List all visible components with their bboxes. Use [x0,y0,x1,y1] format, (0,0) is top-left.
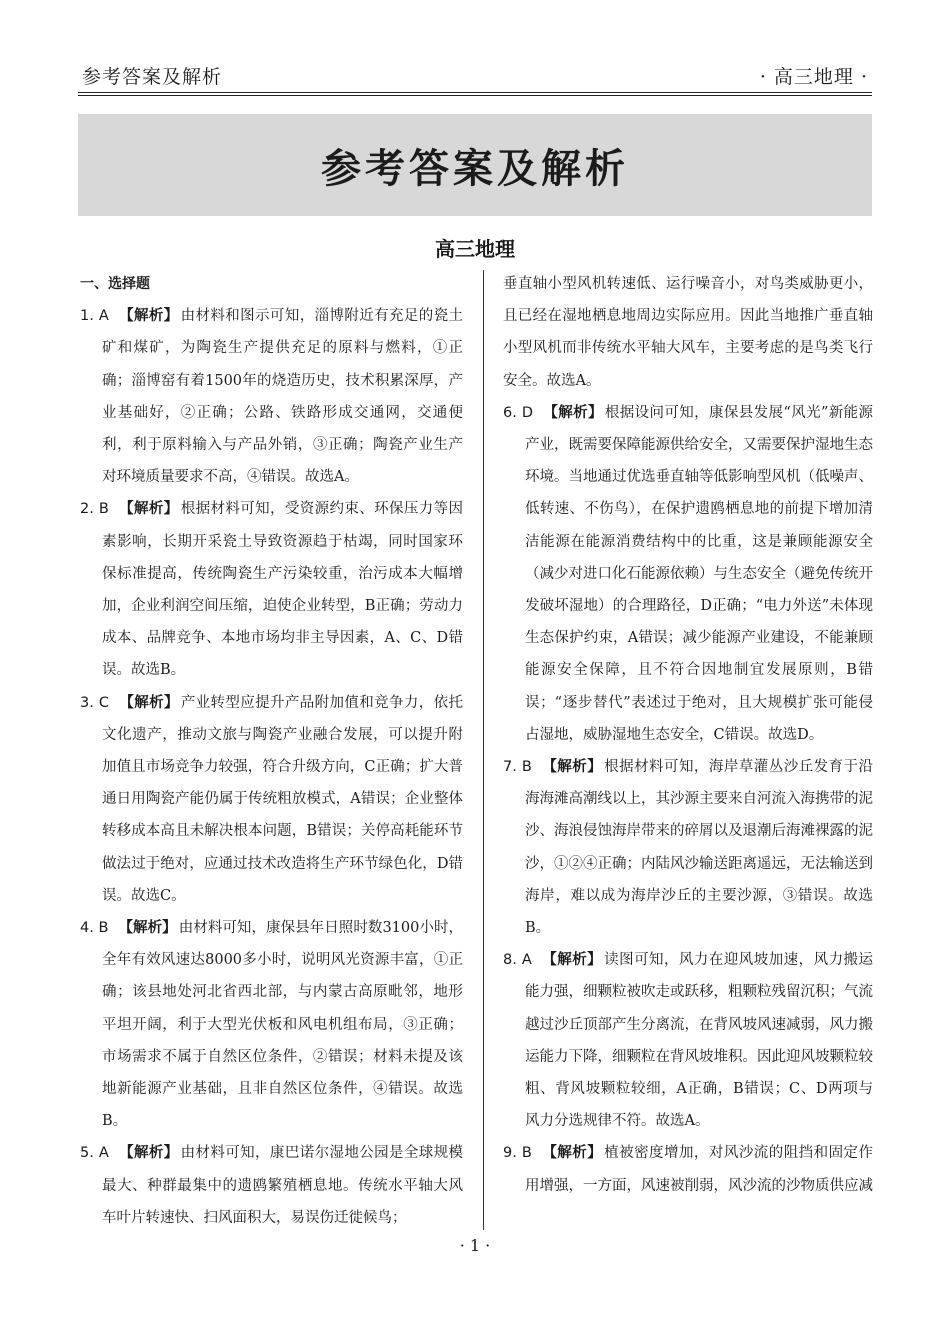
question-number: 6. D [503,404,533,421]
header-left-title: 参考答案及解析 [82,66,223,88]
question-item [80,912,463,1137]
question-item [80,1137,463,1234]
section-heading: 一、选择题 [80,276,150,292]
left-question-list [80,300,463,1234]
analysis-tag: 【解析】 [543,404,603,421]
question-explanation: 植被密度增加，对风沙流的阻挡和固定作用增强，一方面，风速被削弱，风沙流的沙物质供应减 [525,1145,874,1194]
analysis-tag: 【解析】 [118,501,179,518]
question-number: 7. B [503,759,532,776]
analysis-tag: 【解析】 [118,1145,179,1162]
subject-subtitle: 高三地理 [435,237,515,261]
header-right-subject: · 高三地理 · [759,66,868,88]
title-banner [78,114,872,216]
question-item [80,300,463,493]
question-number: 3. C [80,694,109,711]
question-explanation: 读图可知，风力在迎风坡加速，风力搬运能力强，细颗粒被吹走或跃移，粗颗粒残留沉积；气流越过沙丘顶部产生分离流，在背风坡风速减弱，风力搬运能力下降，细颗粒在背风坡堆积。因此迎风坡颗粒较粗、背风坡颗粒较细，A正确，B错误；C、D两项与风力分选规律不符。故选A。 [525,952,873,1130]
question-item [503,268,873,397]
analysis-tag: 【解析】 [541,952,603,969]
question-item [503,751,873,944]
question-explanation: 产业转型应提升产品附加值和竞争力，依托文化遗产，推动文旅与陶瓷产业融合发展，可以提升附加值且市场竞争力较强，符合升级方向，C正确；扩大普通日用陶瓷产能仍属于传统粗放模式，A错误；企业整体转移成本高且未解决根本问题，B错误；关停高耗能环节做法过于绝对，应通过技术改造将生产环节绿色化，D错误。故选C。 [102,694,464,904]
question-item [80,687,463,912]
question-number: 9. B [503,1145,532,1162]
question-number: 8. A [503,952,532,969]
column-divider [483,270,484,1230]
analysis-tag: 【解析】 [118,920,177,937]
analysis-tag: 【解析】 [118,694,179,711]
question-item [80,493,463,686]
analysis-tag: 【解析】 [541,1145,603,1162]
question-item [503,944,873,1137]
left-column [80,268,463,1234]
question-explanation: 由材料可知，康巴诺尔湿地公园是全球规模最大、种群最集中的遗鸥繁殖栖息地。传统水平轴大风车叶片转速快、扫风面积大，易误伤迁徙候鸟； [102,1145,463,1226]
question-explanation: 根据材料可知，海岸草灌丛沙丘发育于沿海海滩高潮线以上，其沙源主要来自河流入海携带的泥沙、海浪侵蚀海岸带来的碎屑以及退潮后海滩裸露的泥沙，①②④正确；内陆风沙输送距离遥远，无法输送到海岸，难以成为海岸沙丘的主要沙源，③错误。故选B。 [525,759,874,937]
question-item [503,397,873,751]
header-rule [78,92,872,93]
analysis-tag: 【解析】 [541,759,603,776]
analysis-tag: 【解析】 [118,308,179,325]
question-explanation: 根据材料可知，受资源约束、环保压力等因素影响，长期开采瓷土导致资源趋于枯竭，同时国家环保标准提高，传统陶瓷生产污染较重，治污成本大幅增加，企业利润空间压缩，迫使企业转型，B正确；劳动力成本、品牌竞争、本地市场均非主导因素，A、C、D错误。故选B。 [102,501,464,679]
banner-title: 参考答案及解析 [321,145,629,192]
page-header [78,58,872,94]
right-question-list [503,268,873,1202]
question-number: 2. B [80,501,109,518]
question-number: 5. A [80,1145,109,1162]
question-item [503,1137,873,1201]
question-explanation: 由材料可知，康保县年日照时数3100小时，全年有效风速达8000多小时，说明风光资源丰富，①正确；该县地处河北省西北部，与内蒙古高原毗邻，地形平坦开阔，利于大型光伏板和风电机组布局，③正确；市场需求不属于自然区位条件，②错误；材料未提及该地新能源产业基础，且非自然区位条件，④错误。故选B。 [102,920,463,1130]
question-explanation: 垂直轴小型风机转速低、运行噪音小，对鸟类威胁更小，且已经在湿地栖息地周边实际应用。因此当地推广垂直轴小型风机而非传统水平轴大风车，主要考虑的是鸟类飞行安全。故选A。 [503,276,873,389]
question-number: 4. B [80,920,109,937]
question-explanation: 由材料和图示可知，淄博附近有充足的瓷土矿和煤矿，为陶瓷生产提供充足的原料与燃料，①正确；淄博窑有着1500年的烧造历史，技术积累深厚，产业基础好，②正确；公路、铁路形成交通网，交通便利，利于原料输入与产品外销，③正确；陶瓷产业生产对环境质量要求不高，④错误。故选A。 [102,308,463,486]
question-number: 1. A [80,308,109,325]
right-column [503,268,873,1202]
question-explanation: 根据设问可知，康保县发展“风光”新能源产业，既需要保障能源供给安全，又需要保护湿地生态环境。当地通过优选垂直轴等低影响型风机（低噪声、低转速、不伤鸟），在保护遗鸥栖息地的前提下增加清洁能源在能源消费结构中的比重，这是兼顾能源安全（减少对进口化石能源依赖）与生态安全（避免传统开发破坏湿地）的合理路径，D正确；“电力外送”未体现生态保护约束，A错误；减少能源产业建设，不能兼顾能源安全保障，且不符合因地制宜发展原则，B错误；“逐步替代”表述过于绝对，且大规模扩张可能侵占湿地，威胁湿地生态安全，C错误。故选D。 [525,404,874,743]
page-number: · 1 · [459,1236,491,1255]
header-rule-second [78,95,872,96]
